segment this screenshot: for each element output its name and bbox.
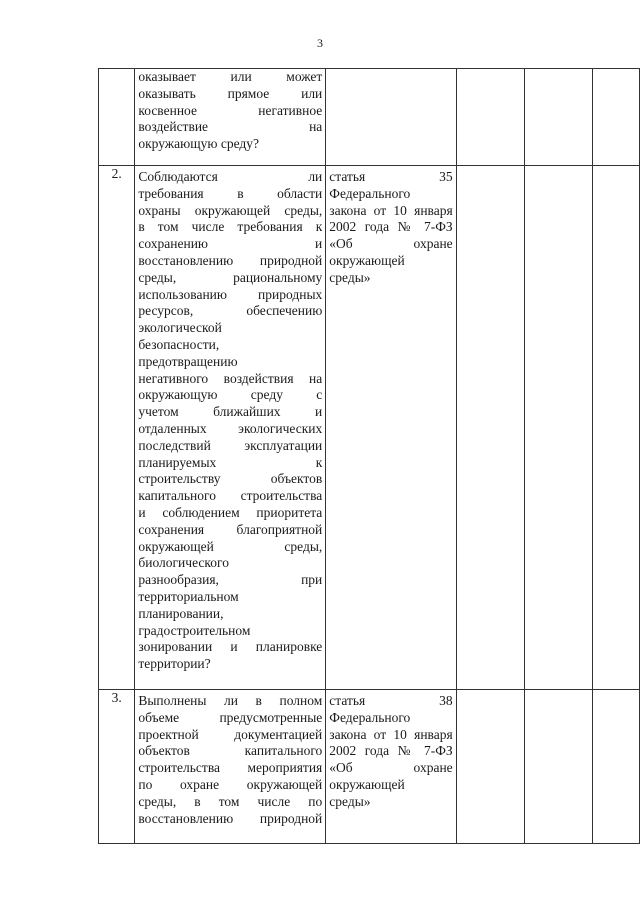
notes-cell[interactable] bbox=[593, 69, 640, 166]
answer-no-cell[interactable] bbox=[525, 166, 593, 690]
row-number: 2. bbox=[99, 166, 135, 690]
table-row bbox=[99, 166, 640, 690]
checklist-table bbox=[98, 68, 640, 844]
row-number bbox=[99, 69, 135, 166]
question-cell: Выполнены ли в полном объеме предусмотренные проектной документацией объектов капитального строительства мероприятия по охране окружающей среды, в том числе по восстановлению природной bbox=[135, 690, 326, 844]
row-number: 3. bbox=[99, 690, 135, 844]
notes-cell[interactable] bbox=[593, 166, 640, 690]
reference-cell: статья 38 Федерального закона от 10 января 2002 года № 7-ФЗ «Об охране окружающей среды» bbox=[326, 690, 456, 844]
table-row bbox=[99, 690, 640, 844]
question-cell: Соблюдаются ли требования в области охраны окружающей среды, в том числе требования к сохранению и восстановлению природной среды, рациональному использованию природных ресурсов, обеспечению экологической безопасности, предотвращению негативного воздействия на окружающую среду с учетом ближайших и отдаленных экологических последствий эксплуатации планируемых к строительству объектов капитального строительства и соблюдением приоритета сохранения благоприятной окружающей среды, биологического разнообразия, при территориальном планировании, градостроительном зонировании и планировке территории? bbox=[135, 166, 326, 690]
answer-no-cell[interactable] bbox=[525, 690, 593, 844]
answer-no-cell[interactable] bbox=[525, 69, 593, 166]
reference-cell bbox=[326, 69, 456, 166]
notes-cell[interactable] bbox=[593, 690, 640, 844]
question-cell: оказывает или может оказывать прямое или косвенное негативное воздействие на окружающую среду? bbox=[135, 69, 326, 166]
page-number: 3 bbox=[317, 36, 323, 50]
answer-yes-cell[interactable] bbox=[456, 690, 525, 844]
reference-cell: статья 35 Федерального закона от 10 января 2002 года № 7-ФЗ «Об охране окружающей среды» bbox=[326, 166, 456, 690]
answer-yes-cell[interactable] bbox=[456, 166, 525, 690]
answer-yes-cell[interactable] bbox=[456, 69, 525, 166]
table-row bbox=[99, 69, 640, 166]
